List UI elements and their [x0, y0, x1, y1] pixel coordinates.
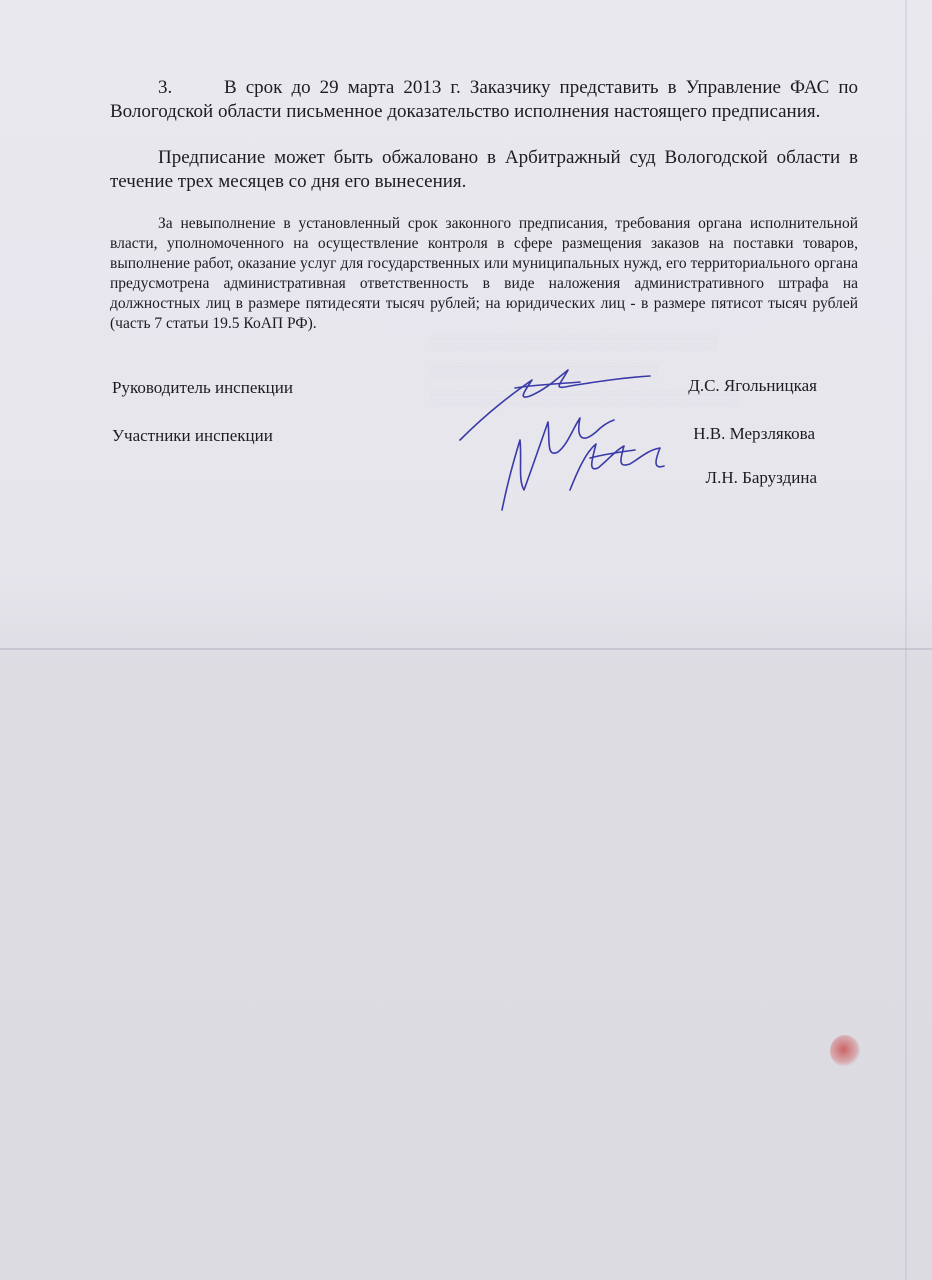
head-label: Руководитель инспекции — [112, 378, 293, 397]
liability-text: За невыполнение в установленный срок законного предписания, требования органа исполнительной власти, уполномоченного на осуществление контроля в сфере размещения заказов на поставки товаров, выполнение работ, оказание услуг для государственных или муниципальных нужд, его территориального органа предусмотрена административная ответственность в виде наложения административного штрафа на должностных лиц в размере пятидесяти тысяч рублей; на юридических лиц - в размере пятисот тысяч рублей (часть 7 статьи 19.5 КоАП РФ). — [110, 215, 858, 332]
liability-paragraph — [110, 214, 858, 334]
paper-fold — [0, 648, 932, 650]
paper-fold-vertical — [905, 0, 907, 1280]
handwritten-signatures — [420, 340, 700, 520]
appeal-paragraph — [110, 146, 858, 194]
members-label: Участники инспекции — [112, 426, 273, 445]
signature-member1 — [502, 418, 614, 510]
appeal-text: Предписание может быть обжаловано в Арбитражный суд Вологодской области в течение трех месяцев со дня его вынесения. — [110, 147, 858, 192]
member1-name: Н.В. Мерзлякова — [693, 424, 815, 443]
signature-head — [460, 370, 650, 440]
ink-stain — [830, 1035, 860, 1067]
signature-member2 — [570, 444, 664, 490]
member2-name: Л.Н. Баруздина — [705, 468, 817, 487]
head-name: Д.С. Ягольницкая — [688, 376, 817, 395]
item-3-paragraph — [110, 76, 858, 124]
bleed-through-text: ░░░░░░░░░░░░░░░░░░░░░░░░░░░░░ ░░░░░░░░░░░░░░░░░░░░░░░ ░░░░░░░░░░░░░░░░░░░░░░░░░░░░░░░ — [430, 336, 738, 407]
item-3-number: 3. — [158, 77, 173, 98]
item-3-text: В срок до 29 марта 2013 г. Заказчику представить в Управление ФАС по Вологодской области письменное доказательство исполнения настоящего предписания. — [110, 77, 858, 122]
